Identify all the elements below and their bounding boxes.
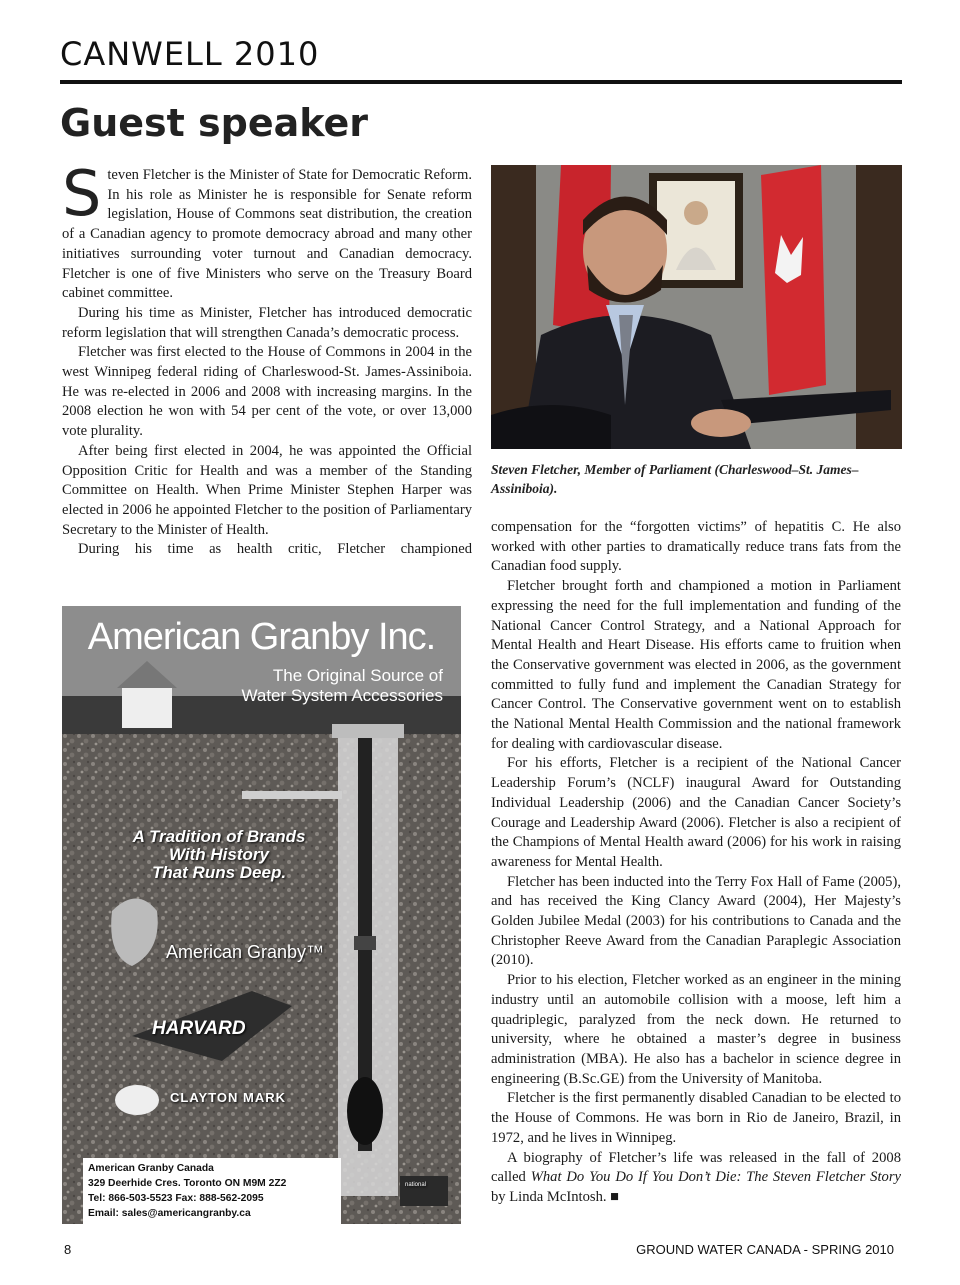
- publication-footer: GROUND WATER CANADA - SPRING 2010: [636, 1242, 894, 1257]
- article-paragraph: For his efforts, Fletcher is a recipient of the National Cancer Leadership Forum’s (NCLF) inaugural Award for Outstanding Individual Leadership (2006) and the Canadian Cancer Society’s Courage and Leadership Award (2006). Fletcher is also a recipient of the Champions of Mental Health award (2006) for his work in raising awareness for Mental Health.: [491, 755, 901, 870]
- article-paragraph: After being first elected in 2004, he was appointed the Official Opposition Critic for Health and was a member of the Standing Committee on Health. When Prime Minister Stephen Harper was elected in 2006 he appointed Fletcher to the position of Parliamentary Secretary to the Minister of Health.: [62, 442, 472, 538]
- page-number: 8: [64, 1242, 72, 1257]
- ad-contact-box: American Granby Canada 329 Deerhide Cres. Toronto ON M9M 2Z2 Tel: 866-503-5523 Fax: 888-562-2095 Email: sales@americangranby.ca: [83, 1158, 341, 1224]
- page-title: Guest speaker: [60, 101, 369, 145]
- advertisement[interactable]: [62, 606, 461, 1224]
- book-title: What Do You Do If You Don’t Die: The Steven Fletcher Story: [530, 1169, 901, 1186]
- article-right-column: [491, 518, 901, 1208]
- brand-harvard: HARVARD: [152, 1018, 246, 1039]
- article-paragraph: Prior to his election, Fletcher worked as an engineer in the mining industry until an automobile collision with a moose, left him a quadriplegic, paralyzed from the neck down. He returned to university, where he obtained a master’s degree in business administration (MBA). He also has a bachelor in science degree in engineering (B.Sc.GE) from the University of Manitoba.: [491, 972, 901, 1087]
- speaker-photo: [491, 165, 902, 449]
- section-title: CANWELL 2010: [60, 35, 320, 73]
- ad-tagline: A Tradition of Brands With History That Runs Deep.: [132, 827, 306, 882]
- article-paragraph: compensation for the “forgotten victims” of hepatitis C. He also worked with other parties to dramatically reduce trans fats from the Canadian food supply.: [491, 519, 901, 575]
- article-paragraph: Steven Fletcher is the Minister of State for Democratic Reform. In his role as Minister he is responsible for Senate reform legislation, House of Commons seat distribution, the creation of a Canadian agency to promote democracy abroad and many other initiatives surrounding voter turnout and Canadian democracy. Fletcher is one of five Ministers who serve on the Treasury Board cabinet committee.: [62, 157, 472, 302]
- speaker-photo-illustration: [491, 165, 902, 449]
- brand-clayton-mark: CLAYTON MARK: [170, 1090, 287, 1105]
- header-rule: [60, 80, 902, 84]
- ad-badge: national: [405, 1182, 427, 1188]
- article-paragraph: During his time as health critic, Fletcher championed: [78, 541, 472, 558]
- ad-email[interactable]: Email: sales@americangranby.ca: [88, 1208, 251, 1219]
- article-paragraph: A biography of Fletcher’s life was released in the fall of 2008 called What Do You Do If You Don’t Die: The Steven Fletcher Story by Linda McIntosh. ■: [491, 1149, 901, 1205]
- brand-american-granby: American Granby™: [166, 942, 325, 962]
- drop-cap: S: [62, 157, 102, 230]
- article-paragraph: Fletcher was first elected to the House of Commons in 2004 in the west Winnipeg federal riding of Charleswood-St. James-Assiniboia. He was re-elected in 2006 and 2008 with increasing margins. In the 2008 election he won with 54 per cent of the vote, or over 13,000 vote plurality.: [62, 344, 472, 440]
- article-paragraph: Fletcher has been inducted into the Terry Fox Hall of Fame (2005), and has received the King Clancy Award (2004), Her Majesty’s Golden Jubilee Medal (2003) for his contributions to Canada and the Christopher Reeve Award from the Canadian Paraplegic Association (2010).: [491, 873, 901, 969]
- ad-company-name: American Granby Inc.: [87, 616, 436, 658]
- ad-subtitle: The Original Source of Water System Accessories: [241, 666, 443, 705]
- photo-caption: Steven Fletcher, Member of Parliament (Charleswood–St. James–Assiniboia).: [491, 462, 859, 496]
- article-paragraph: Fletcher is the first permanently disabled Canadian to be elected to the House of Commons. He was born in Rio de Janeiro, Brazil, in 1972, and he lives in Winnipeg.: [491, 1090, 901, 1146]
- article-paragraph: Fletcher brought forth and championed a motion in Parliament expressing the need for the full implementation and funding of the National Cancer Control Strategy, and a National Approach for Mental Health and Heart Disease. His efforts came to fruition when the Conservative government was elected in 2006, as the government committed to fully fund and implement the Canadian Strategy for Cancer Control. The Conservative government went on to establish the National Mental Health Commission and the national framework for dealing with cardiovascular disease.: [491, 578, 901, 752]
- article-paragraph: During his time as Minister, Fletcher has introduced democratic reform legislation that will strengthen Canada’s democratic process.: [62, 304, 472, 341]
- article-left-column: [62, 157, 472, 560]
